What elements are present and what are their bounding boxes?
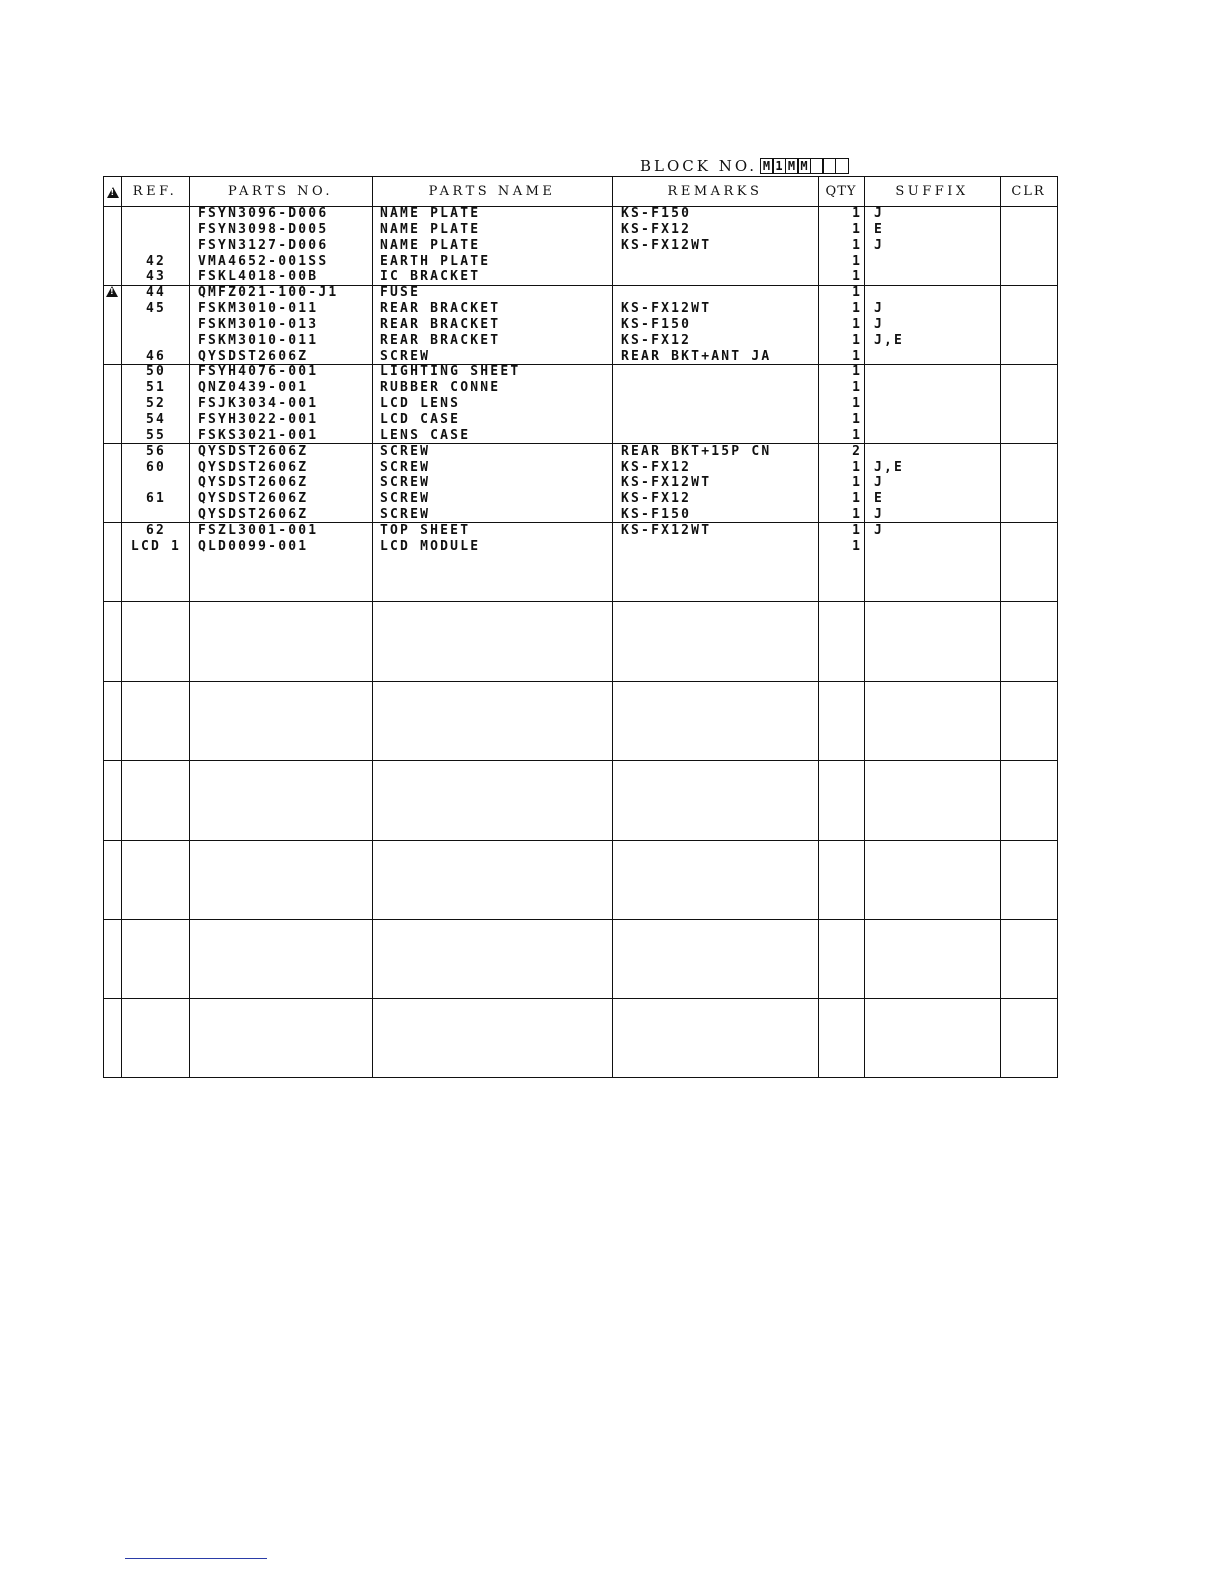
cell-suffix — [874, 380, 1002, 396]
cell-suffix: J — [874, 237, 885, 253]
row-warning — [104, 206, 120, 222]
cell-parts-name: LCD CASE — [380, 411, 461, 427]
parts-list-table — [103, 176, 1058, 1078]
cell-parts-name: IC BRACKET — [380, 269, 481, 285]
cell-suffix: J — [874, 522, 885, 538]
row-warning — [104, 349, 120, 365]
cell-suffix: J — [874, 301, 885, 317]
table-row — [104, 206, 1057, 222]
cell-parts-no: QYSDST2606Z — [198, 491, 309, 507]
cell-parts-no: FSKM3010-011 — [198, 332, 319, 348]
cell-remarks: KS-FX12WT — [621, 237, 712, 253]
table-row — [104, 444, 1057, 460]
cell-qty: 1 — [852, 396, 860, 412]
cell-ref: 46 — [145, 348, 167, 364]
cell-parts-name: NAME PLATE — [380, 206, 481, 221]
cell-parts-name: REAR BRACKET — [380, 332, 501, 348]
warning-icon — [107, 187, 119, 198]
cell-remarks — [621, 396, 817, 412]
cell-qty: 1 — [852, 507, 860, 523]
row-warning — [104, 285, 120, 301]
row-warning — [104, 317, 120, 333]
cell-parts-no: QYSDST2606Z — [198, 443, 309, 459]
cell-qty: 1 — [852, 221, 860, 237]
cell-parts-no: FSYN3127-D006 — [198, 237, 329, 253]
cell-qty: 2 — [852, 443, 860, 459]
table-row — [104, 460, 1057, 476]
cell-qty: 1 — [852, 301, 860, 317]
cell-parts-no: QYSDST2606Z — [198, 475, 309, 491]
cell-parts-no: FSYH4076-001 — [198, 364, 319, 380]
table-row — [104, 349, 1057, 365]
cell-suffix: E — [874, 491, 885, 507]
row-warning — [104, 475, 120, 491]
cell-remarks — [621, 285, 817, 301]
block-number-label: BLOCK NO. — [640, 157, 758, 175]
cell-parts-no: QLD0099-001 — [198, 538, 309, 554]
cell-suffix — [874, 269, 1002, 285]
cell-parts-name: LIGHTING SHEET — [380, 364, 521, 380]
cell-parts-name: REAR BRACKET — [380, 316, 501, 332]
cell-suffix: J — [874, 316, 885, 332]
row-warning — [104, 238, 120, 254]
group-divider — [104, 681, 1057, 682]
block-box: M — [785, 158, 799, 174]
table-row — [104, 539, 1057, 555]
warning-icon — [106, 286, 118, 297]
cell-remarks: KS-FX12WT — [621, 475, 712, 491]
cell-parts-name: NAME PLATE — [380, 221, 481, 237]
cell-parts-name: SCREW — [380, 443, 431, 459]
cell-parts-no: FSKM3010-013 — [198, 316, 319, 332]
cell-remarks — [621, 428, 817, 444]
cell-parts-name: NAME PLATE — [380, 237, 481, 253]
cell-ref — [122, 222, 186, 238]
cell-parts-no: FSJK3034-001 — [198, 396, 319, 412]
cell-parts-name: LENS CASE — [380, 427, 471, 443]
group-divider — [104, 919, 1057, 920]
cell-suffix: J — [874, 475, 885, 491]
cell-remarks: REAR BKT+15P CN — [621, 443, 772, 459]
cell-remarks: KS-FX12 — [621, 459, 692, 475]
cell-ref: 54 — [145, 411, 167, 427]
cell-parts-name: LCD MODULE — [380, 538, 481, 554]
cell-parts-name: SCREW — [380, 475, 431, 491]
cell-remarks: KS-F150 — [621, 507, 692, 523]
cell-ref: 52 — [145, 396, 167, 412]
cell-suffix: J,E — [874, 332, 905, 348]
cell-ref: LCD 1 — [130, 538, 182, 554]
cell-parts-name: EARTH PLATE — [380, 253, 491, 269]
row-warning — [104, 507, 120, 523]
cell-suffix: J — [874, 206, 885, 221]
table-row — [104, 491, 1057, 507]
cell-parts-no: FSZL3001-001 — [198, 522, 319, 538]
cell-remarks: KS-FX12WT — [621, 301, 712, 317]
cell-parts-name: SCREW — [380, 459, 431, 475]
cell-ref — [122, 475, 186, 491]
cell-parts-name: SCREW — [380, 491, 431, 507]
cell-qty: 1 — [852, 316, 860, 332]
cell-ref: 45 — [145, 301, 167, 317]
cell-suffix — [874, 349, 1002, 365]
cell-suffix — [874, 539, 1002, 555]
cell-ref: 61 — [145, 491, 167, 507]
block-box — [835, 158, 849, 174]
header-ref: REF. — [132, 184, 178, 199]
table-row — [104, 238, 1057, 254]
cell-qty: 1 — [852, 475, 860, 491]
cell-ref: 43 — [145, 269, 167, 285]
cell-suffix — [874, 364, 1002, 380]
cell-qty: 1 — [852, 522, 860, 538]
header-qty: QTY — [825, 184, 857, 199]
table-row — [104, 254, 1057, 270]
table-row — [104, 285, 1057, 301]
cell-ref: 56 — [145, 443, 167, 459]
cell-parts-no: QYSDST2606Z — [198, 507, 309, 523]
cell-qty: 1 — [852, 237, 860, 253]
row-warning — [104, 460, 120, 476]
header-parts-name: PARTS NAME — [428, 184, 556, 199]
cell-qty: 1 — [852, 206, 860, 221]
cell-parts-name: REAR BRACKET — [380, 301, 501, 317]
cell-remarks: REAR BKT+ANT JA — [621, 348, 772, 364]
cell-remarks: KS-FX12 — [621, 221, 692, 237]
cell-remarks: KS-FX12 — [621, 332, 692, 348]
table-row — [104, 301, 1057, 317]
row-warning — [104, 444, 120, 460]
group-divider — [104, 998, 1057, 999]
cell-ref: 44 — [145, 285, 167, 301]
cell-ref — [122, 333, 186, 349]
cell-ref — [122, 317, 186, 333]
cell-suffix: J,E — [874, 459, 905, 475]
row-warning — [104, 539, 120, 555]
cell-suffix — [874, 428, 1002, 444]
footer-rule — [125, 1558, 267, 1559]
header-parts-no: PARTS NO. — [227, 184, 334, 199]
cell-qty: 1 — [852, 380, 860, 396]
row-warning — [104, 269, 120, 285]
table-row — [104, 475, 1057, 491]
row-warning — [104, 222, 120, 238]
cell-parts-no: FSKL4018-00B — [198, 269, 319, 285]
cell-remarks — [621, 380, 817, 396]
cell-qty: 1 — [852, 538, 860, 554]
cell-qty: 1 — [852, 269, 860, 285]
table-row — [104, 412, 1057, 428]
row-warning — [104, 396, 120, 412]
cell-parts-no: QNZ0439-001 — [198, 380, 309, 396]
cell-parts-no: QYSDST2606Z — [198, 348, 309, 364]
cell-ref: 62 — [145, 522, 167, 538]
row-warning — [104, 333, 120, 349]
header-remarks: REMARKS — [667, 184, 763, 199]
cell-qty: 1 — [852, 411, 860, 427]
block-box: M — [797, 158, 811, 174]
cell-suffix — [874, 254, 1002, 270]
cell-suffix: E — [874, 221, 885, 237]
cell-ref: 42 — [145, 253, 167, 269]
cell-parts-no: QYSDST2606Z — [198, 459, 309, 475]
cell-ref — [122, 507, 186, 523]
cell-parts-no: FSYH3022-001 — [198, 411, 319, 427]
table-row — [104, 523, 1057, 539]
cell-remarks — [621, 269, 817, 285]
cell-ref: 55 — [145, 427, 167, 443]
cell-suffix — [874, 444, 1002, 460]
cell-qty: 1 — [852, 459, 860, 475]
block-number — [640, 156, 849, 176]
cell-remarks: KS-F150 — [621, 316, 692, 332]
table-row — [104, 396, 1057, 412]
parts-rows — [104, 206, 1057, 555]
cell-ref — [122, 206, 186, 222]
cell-parts-no: FSYN3096-D006 — [198, 206, 329, 221]
cell-suffix — [874, 412, 1002, 428]
table-row — [104, 269, 1057, 285]
cell-ref: 51 — [145, 380, 167, 396]
block-box: 1 — [772, 158, 786, 174]
cell-qty: 1 — [852, 332, 860, 348]
cell-parts-no: FSKM3010-011 — [198, 301, 319, 317]
group-divider — [104, 760, 1057, 761]
group-divider — [104, 840, 1057, 841]
cell-qty: 1 — [852, 253, 860, 269]
row-warning — [104, 380, 120, 396]
row-warning — [104, 523, 120, 539]
cell-qty: 1 — [852, 427, 860, 443]
table-row — [104, 507, 1057, 523]
cell-ref: 50 — [145, 364, 167, 380]
row-warning — [104, 412, 120, 428]
cell-qty: 1 — [852, 364, 860, 380]
cell-parts-no: VMA4652-001SS — [198, 253, 329, 269]
cell-remarks — [621, 364, 817, 380]
cell-parts-name: SCREW — [380, 507, 431, 523]
table-row — [104, 428, 1057, 444]
cell-remarks: KS-F150 — [621, 206, 692, 221]
header-suffix: SUFFIX — [895, 184, 969, 199]
cell-parts-name: SCREW — [380, 348, 431, 364]
header-warning — [104, 177, 121, 206]
cell-qty: 1 — [852, 491, 860, 507]
cell-suffix: J — [874, 507, 885, 523]
cell-suffix — [874, 285, 1002, 301]
header-clr: CLR — [1011, 184, 1046, 199]
row-warning — [104, 428, 120, 444]
block-number-boxes — [761, 158, 849, 174]
cell-parts-name: LCD LENS — [380, 396, 461, 412]
row-warning — [104, 254, 120, 270]
cell-ref — [122, 238, 186, 254]
row-warning — [104, 364, 120, 380]
table-row — [104, 317, 1057, 333]
block-box: M — [760, 158, 774, 174]
row-warning — [104, 301, 120, 317]
row-warning — [104, 491, 120, 507]
group-divider — [104, 601, 1057, 602]
cell-remarks — [621, 412, 817, 428]
cell-parts-no: QMFZ021-100-J1 — [198, 285, 339, 301]
cell-ref: 60 — [145, 459, 167, 475]
cell-parts-name: FUSE — [380, 285, 421, 301]
table-row — [104, 222, 1057, 238]
table-row — [104, 333, 1057, 349]
cell-remarks: KS-FX12 — [621, 491, 692, 507]
cell-suffix — [874, 396, 1002, 412]
cell-parts-name: RUBBER CONNE — [380, 380, 501, 396]
table-row — [104, 380, 1057, 396]
cell-parts-no: FSKS3021-001 — [198, 427, 319, 443]
cell-qty: 1 — [852, 348, 860, 364]
cell-remarks — [621, 539, 817, 555]
cell-parts-no: FSYN3098-D005 — [198, 221, 329, 237]
cell-qty: 1 — [852, 285, 860, 301]
cell-remarks: KS-FX12WT — [621, 522, 712, 538]
cell-remarks — [621, 254, 817, 270]
table-row — [104, 364, 1057, 380]
cell-parts-name: TOP SHEET — [380, 522, 471, 538]
